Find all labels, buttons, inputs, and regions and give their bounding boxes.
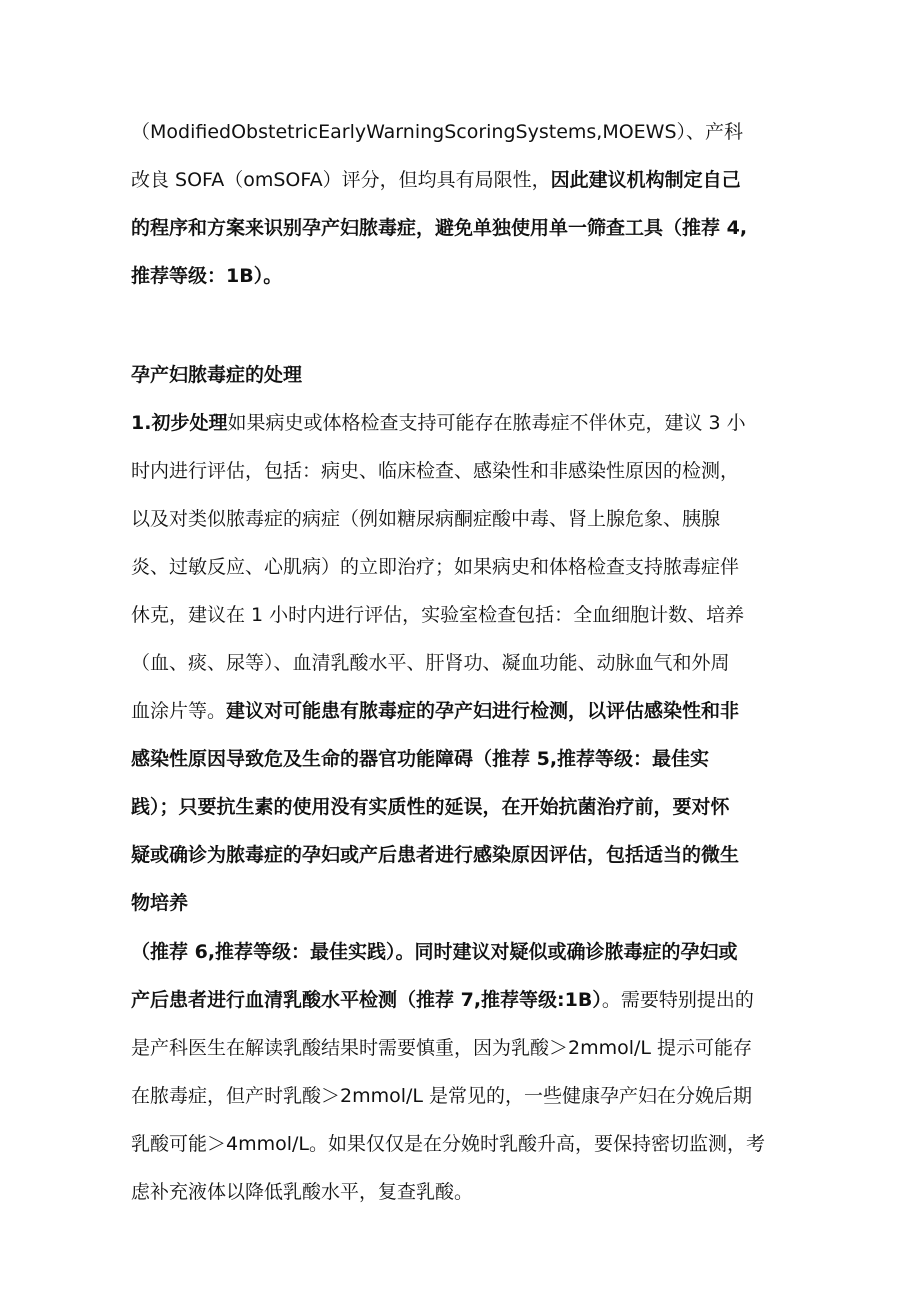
bold-text: 物培养 [131,892,189,914]
intro-line-2 [131,166,791,194]
heading-text: 孕产妇脓毒症的处理 [131,364,303,386]
p2-line-1 [131,938,791,966]
p2-line-5 [131,1130,791,1158]
text: 血涂片等。 [131,700,227,722]
text: 如果病史或体格检查支持可能存在脓毒症不伴休克，建议 3 小 [227,412,746,434]
p1-line-10 [131,841,791,869]
bold-text: 践）；只要抗生素的使用没有实质性的延误，在开始抗菌治疗前，要对怀 [131,796,730,818]
p2-line-6 [131,1178,791,1206]
bold-text: （推荐 6,推荐等级：最佳实践）。同时建议对疑似或确诊脓毒症的孕妇或 [131,941,738,963]
bold-text: 的程序和方案来识别孕产妇脓毒症，避免单独使用单一筛查工具（推荐 4, [131,217,748,239]
text: 时内进行评估，包括：病史、临床检查、感染性和非感染性原因的检测， [131,460,740,482]
p1-line-2 [131,457,791,485]
p2-line-2 [131,986,791,1014]
p2-line-3 [131,1034,791,1062]
text: （血、痰、尿等）、血清乳酸水平、肝肾功、凝血功能、动脉血气和外周 [131,652,730,674]
intro-line-1 [131,118,791,146]
p1-line-4 [131,553,791,581]
text: 是产科医生在解读乳酸结果时需要慎重，因为乳酸＞2mmol/L 提示可能存 [131,1037,753,1059]
text: 。需要特别提出的 [601,989,754,1011]
intro-line-4 [131,262,791,290]
bold-text: 1.初步处理 [131,412,228,434]
bold-text: 产后患者进行血清乳酸水平检测（推荐 7,推荐等级:1B） [131,989,602,1011]
text: 改良 SOFA（omSOFA）评分，但均具有局限性， [131,169,551,191]
bold-text: 推荐等级：1B）。 [131,265,283,287]
text: 乳酸可能＞4mmol/L。如果仅仅是在分娩时乳酸升高，要保持密切监测，考 [131,1133,765,1155]
text: 以及对类似脓毒症的病症（例如糖尿病酮症酸中毒、肾上腺危象、胰腺 [131,508,721,530]
p1-line-5 [131,601,791,629]
p1-line-6 [131,649,791,677]
p1-line-7 [131,697,791,725]
text: 炎、过敏反应、心肌病）的立即治疗；如果病史和体格检查支持脓毒症伴 [131,556,740,578]
p1-line-8 [131,745,791,773]
p2-line-4 [131,1082,791,1110]
bold-text: 因此建议机构制定自己 [550,169,741,191]
p1-line-11 [131,889,791,917]
intro-line-3 [131,214,791,242]
text: 在脓毒症，但产时乳酸＞2mmol/L 是常见的，一些健康孕产妇在分娩后期 [131,1085,753,1107]
text: 休克，建议在 1 小时内进行评估，实验室检查包括：全血细胞计数、培养 [131,604,745,626]
text: 虑补充液体以降低乳酸水平，复查乳酸。 [131,1181,474,1203]
p1-line-3 [131,505,791,533]
bold-text: 疑或确诊为脓毒症的孕妇或产后患者进行感染原因评估，包括适当的微生 [131,844,740,866]
p1-line-1 [131,409,791,437]
bold-text: 建议对可能患有脓毒症的孕产妇进行检测，以评估感染性和非 [226,700,740,722]
section-heading [131,361,791,389]
bold-text: 感染性原因导致危及生命的器官功能障碍（推荐 5,推荐等级：最佳实 [131,748,710,770]
text: （ModifiedObstetricEarlyWarningScoringSystems,MOEWS）、产科 [131,121,744,143]
p1-line-9 [131,793,791,821]
